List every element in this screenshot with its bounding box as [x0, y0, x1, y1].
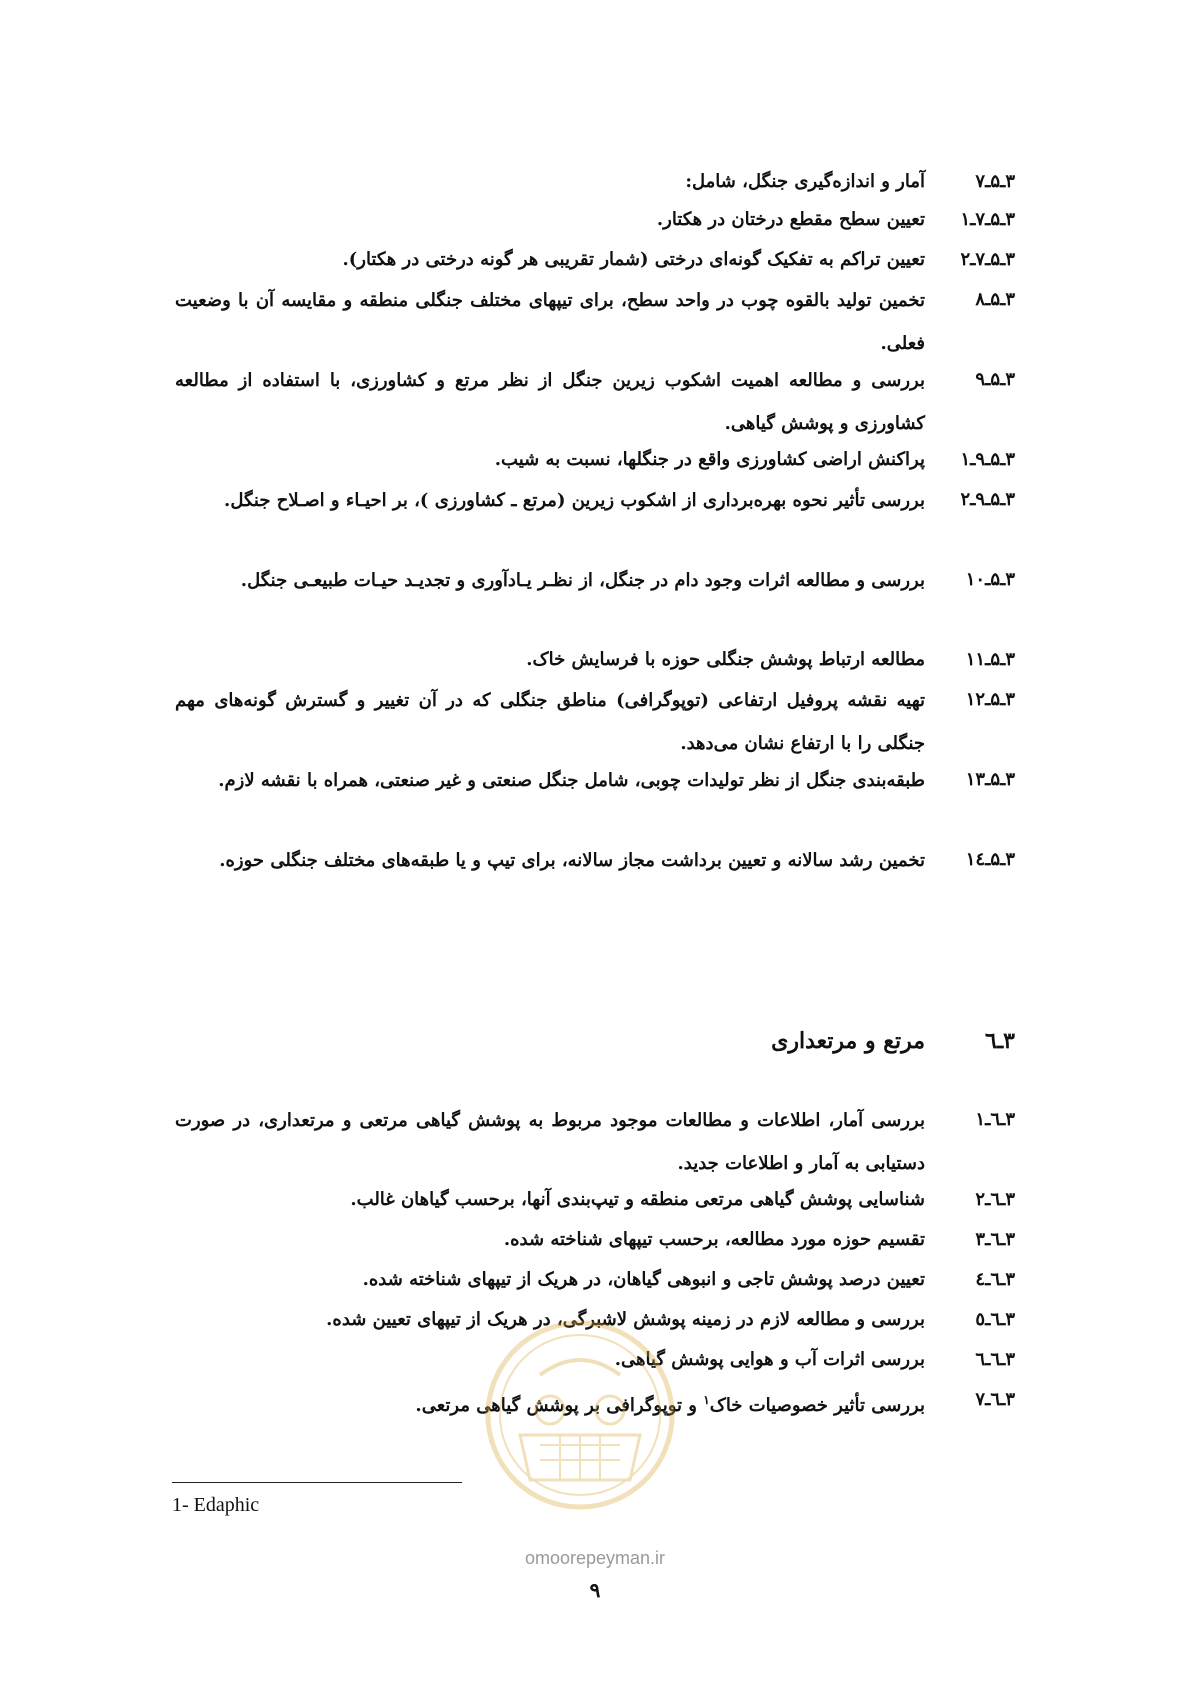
item-text: پراکنش اراضی کشاورزی واقع در جنگلها، نسبت به شیب. [494, 449, 925, 470]
item-number: ۳ـ٦ـ۲ [975, 1189, 1015, 1210]
item-number: ۳ـ٦ـ۷ [975, 1389, 1015, 1410]
item-text: بررسی و مطالعه اهمیت اشکوب زیرین جنگل از نظر مرتع و کشاورزی، با استفاده از مطالعه کشاورزی و پوشش گیاهی. [175, 370, 925, 434]
item-text-after: و توپوگرافی بر پوشش گیاهی مرتعی. [415, 1395, 704, 1416]
item-text: تهیه نقشه پروفیل ارتفاعی (توپوگرافی) مناطق جنگلی که در آن تغییر و گسترش گونه‌های مهم جنگلی را با ارتفاع نشان می‌دهد. [175, 690, 925, 754]
footnote: 1- Edaphic [172, 1494, 260, 1516]
list-item [175, 206, 1015, 234]
item-text: بررسی تأثیر نحوه بهره‌برداری از اشکوب زیرین (مرتع ـ کشاورزی )، بر احیـاء و اصـلاح جنگل. [224, 490, 925, 511]
list-item [175, 566, 1015, 602]
item-number: ۳ـ۵ـ۷ـ۱ [960, 209, 1015, 230]
item-text: بررسی و مطالعه لازم در زمینه پوشش لاشبرگی، در هریک از تیپهای تعیین شده. [326, 1309, 925, 1330]
list-item [175, 1266, 1015, 1294]
item-text: بررسی و مطالعه اثرات وجود دام در جنگل، از نظـر یـادآوری و تجدیـد حیـات طبیعـی جنگل. [240, 570, 925, 591]
item-text: تخمین تولید بالقوه چوب در واحد سطح، برای تیپهای مختلف جنگلی منطقه و مقایسه آن با وضعیت فعلی. [175, 290, 925, 354]
item-number: ۳ـ۵ـ۹ـ۱ [960, 449, 1015, 470]
item-text: مطالعه ارتباط پوشش جنگلی حوزه با فرسایش خاک. [526, 649, 925, 670]
item-number: ۳ـ٦ـ۱ [975, 1109, 1015, 1130]
item-number: ۳ـ۵ـ۱٤ [965, 849, 1015, 870]
list-item [175, 1226, 1015, 1254]
item-text: تخمین رشد سالانه و تعیین برداشت مجاز سالانه، برای تیپ و یا طبقه‌های مختلف جنگلی حوزه. [219, 850, 925, 871]
list-item [175, 646, 1015, 674]
item-text: تعیین درصد پوشش تاجی و انبوهی گیاهان، در هریک از تیپهای شناخته شده. [362, 1269, 925, 1290]
item-number: ۳ـ۵ـ۹ـ۲ [960, 489, 1015, 510]
page-number: ۹ [589, 1578, 601, 1602]
item-text: بررسی اثرات آب و هوایی پوشش گیاهی. [614, 1349, 925, 1370]
item-number: ۳ـ۵ـ۱۳ [965, 769, 1015, 790]
list-item [175, 366, 1015, 445]
list-item [175, 168, 1015, 196]
item-text-before: بررسی تأثیر خصوصیات خاک [709, 1395, 925, 1416]
footnote-divider [172, 1482, 462, 1483]
watermark-seal-icon [480, 1315, 680, 1515]
list-item [175, 686, 1015, 765]
item-text: طبقه‌بندی جنگل از نظر تولیدات چوبی، شامل جنگل صنعتی و غیر صنعتی، همراه با نقشه لازم. [218, 770, 925, 791]
item-text: بررسی آمار، اطلاعات و مطالعات موجود مربوط به پوشش گیاهی مرتعی و مرتعداری، در صورت دستیابی به آمار و اطلاعات جدید. [175, 1110, 925, 1174]
item-number: ۳ـ۵ـ۱۰ [965, 569, 1015, 590]
footnote-mark: ۱ [703, 1393, 710, 1407]
item-text: تقسیم حوزه مورد مطالعه، برحسب تیپهای شناخته شده. [503, 1229, 925, 1250]
item-number: ۳ـ۵ـ۱۱ [965, 649, 1015, 670]
item-number: ۳ـ٦ـ٦ [975, 1349, 1015, 1370]
item-number: ۳ـ۵ـ۷ـ۲ [960, 249, 1015, 270]
item-number: ۳ـ۵ـ۸ [975, 289, 1015, 310]
list-item [175, 446, 1015, 474]
section-title: مرتع و مرتعداری [771, 1028, 925, 1054]
item-text: آمار و اندازه‌گیری جنگل، شامل: [685, 171, 925, 192]
section-number: ۳ـ٦ [984, 1028, 1015, 1054]
list-item [175, 1186, 1015, 1214]
item-number: ۳ـ٦ـ٤ [975, 1269, 1015, 1290]
item-text: شناسایی پوشش گیاهی مرتعی منطقه و تیپ‌بندی آنها، برحسب گیاهان غالب. [350, 1189, 925, 1210]
list-item [175, 286, 1015, 365]
item-text: تعیین تراکم به تفکیک گونه‌ای درختی (شمار تقریبی هر گونه درختی در هکتار). [342, 249, 925, 270]
item-number: ۳ـ۵ـ۱۲ [965, 689, 1015, 710]
item-number: ۳ـ۵ـ۷ [975, 171, 1015, 192]
item-text: تعیین سطح مقطع درختان در هکتار. [656, 209, 925, 230]
list-item [175, 246, 1015, 274]
list-item [175, 846, 1015, 882]
list-item [175, 1106, 1015, 1185]
list-item [175, 766, 1015, 802]
watermark-url: omoorepeyman.ir [524, 1548, 666, 1568]
list-item [175, 486, 1015, 522]
item-number: ۳ـ٦ـ۳ [975, 1229, 1015, 1250]
section-heading [771, 1028, 1015, 1054]
item-number: ۳ـ٦ـ٥ [975, 1309, 1015, 1330]
item-number: ۳ـ۵ـ۹ [975, 369, 1015, 390]
